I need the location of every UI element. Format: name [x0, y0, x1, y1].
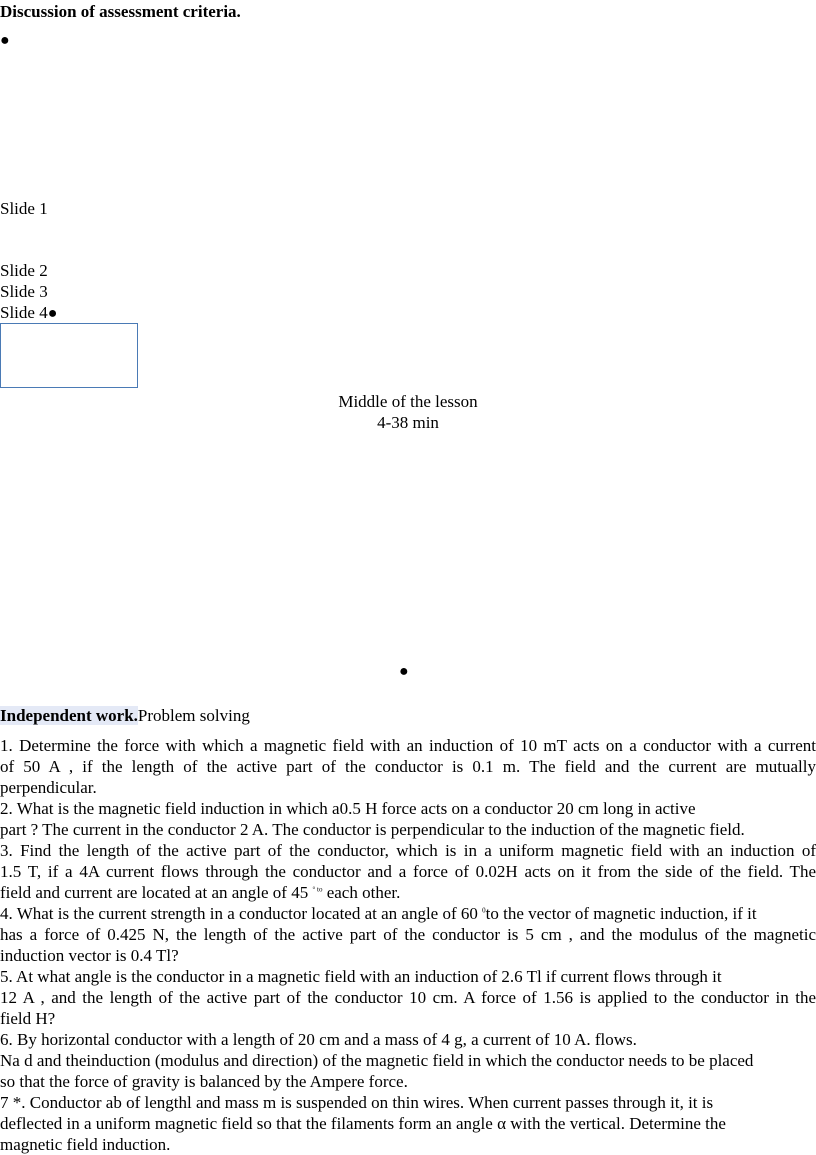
problem-1-line-2: of 50 A , if the length of the active part of the conductor is 0.1 m. The field and the current are mutually [0, 757, 816, 776]
page-heading: Discussion of assessment criteria. [0, 2, 241, 21]
degree-superscript: ° to [312, 885, 323, 894]
problem-1-line-1: 1. Determine the force with which a magnetic field with an induction of 10 mT acts on a conductor with a current [0, 736, 816, 755]
problem-6-line-3: so that the force of gravity is balanced by the Ampere force. [0, 1072, 408, 1091]
problem-4-text: 4. What is the current strength in a conductor located at an angle of 60 [0, 904, 478, 923]
problem-solving-label: Problem solving [137, 706, 250, 725]
problem-7-line-2: deflected in a uniform magnetic field so that the filaments form an angle α with the vertical. Determine the [0, 1114, 726, 1133]
problem-4-line-1 [0, 903, 816, 924]
problem-6-line-2: Na d and theinduction (modulus and direction) of the magnetic field in which the conductor needs to be placed [0, 1051, 754, 1070]
independent-work-heading [0, 705, 250, 726]
bullet-marker: ● [47, 305, 58, 322]
problem-5-line-1: 5. At what angle is the conductor in a magnetic field with an induction of 2.6 Tl if current flows through it [0, 967, 722, 986]
degree-superscript: 0 [482, 906, 486, 915]
lesson-stage-title: Middle of the lesson [338, 392, 478, 411]
problem-4-line-2: has a force of 0.425 N, the length of the active part of the conductor is 5 cm , and the modulus of the magnetic [0, 925, 816, 944]
problem-7-line-1: 7 *. Conductor ab of lengthl and mass m is suspended on thin wires. When current passes through it, it is [0, 1093, 714, 1112]
bullet-marker: ● [399, 663, 409, 680]
slide-label-1: Slide 1 [0, 199, 48, 218]
problem-6-line-1: 6. By horizontal conductor with a length of 20 cm and a mass of 4 g, a current of 10 A. flows. [0, 1030, 637, 1049]
problem-7-line-3: magnetic field induction. [0, 1135, 171, 1154]
problem-4-text-end: to the vector of magnetic induction, if it [485, 904, 757, 923]
problem-3-text-end: each other. [326, 883, 401, 902]
problem-3-line-3 [0, 882, 816, 903]
problem-3-text: field and current are located at an angle of 45 [0, 883, 309, 902]
problem-3-line-1: 3. Find the length of the active part of the conductor, which is in a uniform magnetic field with an induction of [0, 841, 816, 860]
problem-2-line-2: part ? The current in the conductor 2 A. The conductor is perpendicular to the induction of the magnetic field. [0, 820, 745, 839]
slide-label-4: Slide 4 [0, 303, 48, 322]
image-placeholder-box [0, 323, 138, 388]
slide-label-4-row [0, 302, 57, 324]
lesson-stage-time: 4-38 min [377, 413, 439, 432]
problem-1-line-3: perpendicular. [0, 778, 97, 797]
slide-label-2: Slide 2 [0, 261, 48, 280]
problem-2-line-1: 2. What is the magnetic field induction in which a0.5 H force acts on a conductor 20 cm long in active [0, 799, 696, 818]
bullet-marker: ● [0, 32, 10, 49]
problem-5-line-3: field H? [0, 1009, 56, 1028]
problem-3-line-2: 1.5 T, if a 4A current flows through the conductor and a force of 0.02H acts on it from the side of the field. The [0, 862, 816, 881]
slide-label-3: Slide 3 [0, 282, 48, 301]
independent-work-label: Independent work. [0, 706, 138, 725]
problem-5-line-2: 12 A , and the length of the active part of the conductor 10 cm. A force of 1.56 is applied to the conductor in the [0, 988, 816, 1007]
problem-4-line-3: induction vector is 0.4 Tl? [0, 946, 179, 965]
